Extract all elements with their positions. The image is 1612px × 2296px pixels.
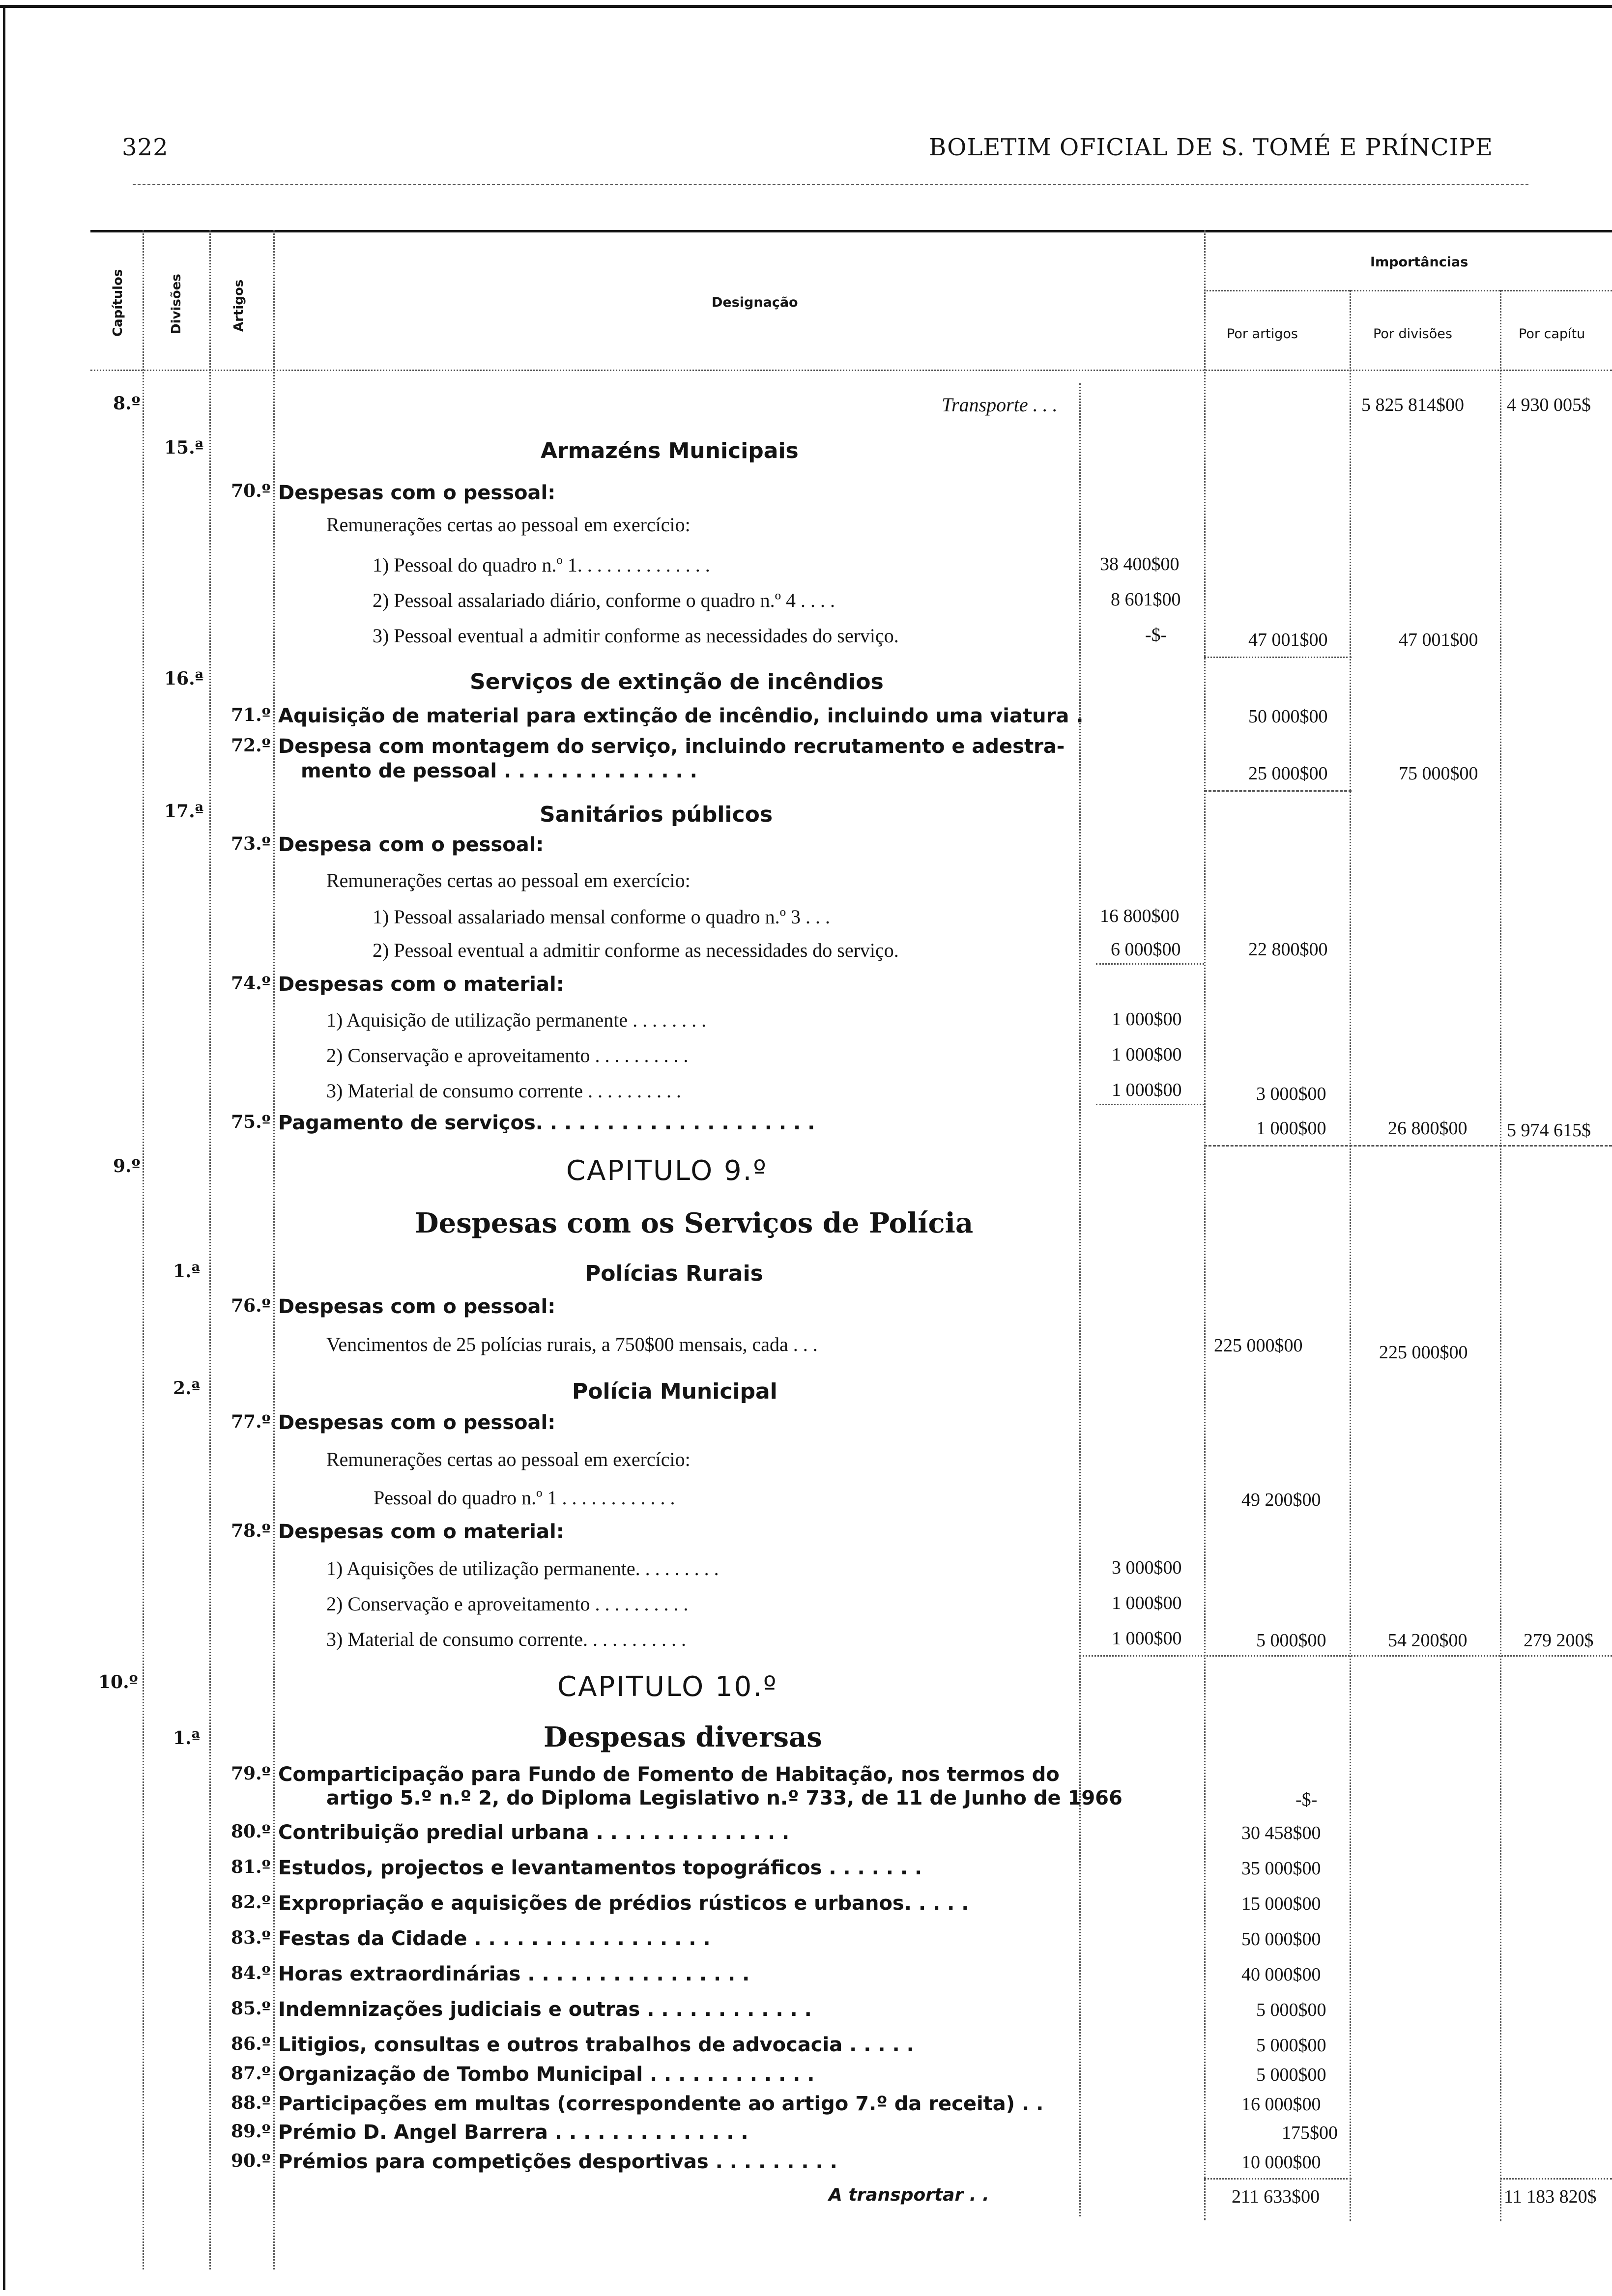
article-text: Organização de Tombo Municipal . . . . . . . . . . . . bbox=[278, 2063, 815, 2086]
article-text: Pagamento de serviços. . . . . . . . . . . . . . . . . . . . bbox=[278, 1112, 815, 1134]
amount-por-artigos: 10 000$00 bbox=[1241, 2152, 1321, 2173]
line-item: 2) Conservação e aproveitamento . . . . . . . . . . bbox=[326, 1044, 689, 1066]
section-heading: Serviços de extinção de incêndios bbox=[470, 669, 884, 694]
amount-por-divisoes: 75 000$00 bbox=[1399, 763, 1478, 784]
page-top-border bbox=[0, 5, 1612, 8]
section-heading: Armazéns Municipais bbox=[541, 438, 799, 463]
division-number: 1.ª bbox=[173, 1261, 201, 1282]
col-por-artigos: Por artigos bbox=[1227, 326, 1298, 342]
amount-por-artigos: 225 000$00 bbox=[1214, 1335, 1303, 1356]
amount-por-artigos: 40 000$00 bbox=[1241, 1964, 1321, 1985]
subtotal-rule bbox=[1204, 1145, 1612, 1147]
amount-por-artigos: 22 800$00 bbox=[1248, 939, 1328, 960]
amount-line: 6 000$00 bbox=[1111, 939, 1181, 960]
chapter-title: CAPITULO 10.º bbox=[557, 1671, 778, 1703]
subtotal-rule bbox=[1204, 2178, 1352, 2180]
amount-por-artigos: 25 000$00 bbox=[1248, 763, 1328, 784]
amount-por-artigos: 15 000$00 bbox=[1241, 1894, 1321, 1914]
col-rule-4 bbox=[1079, 383, 1081, 2216]
col-artigos: Artigos bbox=[231, 279, 246, 332]
line-item: 3) Pessoal eventual a admitir conforme as necessidades do serviço. bbox=[373, 625, 899, 647]
article-number: 78.º bbox=[231, 1521, 271, 1541]
article-number: 79.º bbox=[231, 1763, 271, 1784]
col-divisoes: Divisões bbox=[169, 274, 184, 334]
header-rule bbox=[133, 184, 1528, 185]
col-rule-6 bbox=[1350, 290, 1351, 2221]
division-number: 15.ª bbox=[164, 437, 204, 458]
amount-line: 38 400$00 bbox=[1100, 554, 1180, 574]
amount-line: 1 000$00 bbox=[1112, 1628, 1182, 1649]
amount-por-artigos: 5 000$00 bbox=[1256, 2065, 1326, 2085]
section-heading: Polícias Rurais bbox=[585, 1261, 763, 1286]
page-number: 322 bbox=[122, 134, 169, 161]
amount-por-divisoes: 47 001$00 bbox=[1399, 630, 1478, 650]
col-rule-2 bbox=[209, 230, 211, 2269]
section-heading: Sanitários públicos bbox=[540, 802, 773, 827]
article-text: Prémios para competições desportivas . . . . . . . . . bbox=[278, 2151, 837, 2173]
subtotal-rule bbox=[1500, 2178, 1612, 2180]
article-text: Estudos, projectos e levantamentos topográficos . . . . . . . bbox=[278, 1857, 922, 1879]
chapter-subtitle: Despesas com os Serviços de Polícia bbox=[415, 1207, 974, 1239]
article-text: Despesas com o material: bbox=[278, 1521, 564, 1543]
article-text-cont: artigo 5.º n.º 2, do Diploma Legislativo n.º 733, de 11 de Junho de 1966 bbox=[326, 1787, 1123, 1809]
amount-por-divisoes: 54 200$00 bbox=[1388, 1630, 1468, 1651]
amount-por-artigos: -$- bbox=[1295, 1789, 1318, 1810]
division-number: 2.ª bbox=[173, 1378, 201, 1399]
amount-por-artigos: 211 633$00 bbox=[1232, 2186, 1320, 2207]
article-number: 82.º bbox=[231, 1892, 271, 1913]
amount-por-artigos: 47 001$00 bbox=[1248, 630, 1328, 650]
page-left-border bbox=[3, 5, 5, 2290]
amount-por-artigos: 16 000$00 bbox=[1241, 2094, 1321, 2115]
amount-por-artigos: 35 000$00 bbox=[1241, 1858, 1321, 1879]
amount-por-artigos: 5 000$00 bbox=[1256, 2000, 1326, 2020]
line-item: Pessoal do quadro n.º 1 . . . . . . . . . . . . bbox=[374, 1487, 675, 1509]
article-number: 81.º bbox=[231, 1857, 271, 1877]
article-text: Festas da Cidade . . . . . . . . . . . . . . . . . bbox=[278, 1927, 711, 1950]
article-text: Prémio D. Angel Barrera . . . . . . . . . . . . . . bbox=[278, 2121, 748, 2144]
amount-line: 1 000$00 bbox=[1112, 1080, 1182, 1100]
col-rule-7 bbox=[1500, 290, 1501, 2221]
chapter-number: 10.º bbox=[98, 1672, 138, 1693]
article-text: Indemnizações judiciais e outras . . . . . . . . . . . . bbox=[278, 1998, 812, 2021]
section-heading: Polícia Municipal bbox=[572, 1379, 777, 1404]
article-text-cont: mento de pessoal . . . . . . . . . . . . . . bbox=[301, 760, 697, 782]
chapter-number: 9.º bbox=[113, 1156, 141, 1177]
article-number: 72.º bbox=[231, 735, 271, 756]
amount-por-artigos: 5 000$00 bbox=[1256, 2035, 1326, 2056]
article-text: Despesas com o pessoal: bbox=[278, 1295, 556, 1318]
article-number: 80.º bbox=[231, 1821, 271, 1842]
line-item: 2) Conservação e aproveitamento . . . . . . . . . . bbox=[326, 1593, 689, 1615]
journal-title: BOLETIM OFICIAL DE S. TOMÉ E PRÍNCIPE bbox=[929, 134, 1493, 161]
amount-por-divisoes: 26 800$00 bbox=[1388, 1118, 1468, 1139]
amount-por-capitulos: 279 200$ bbox=[1524, 1630, 1594, 1651]
article-text: Comparticipação para Fundo de Fomento de Habitação, nos termos do bbox=[278, 1763, 1060, 1786]
col-importancias: Importâncias bbox=[1370, 255, 1468, 270]
subtotal-rule bbox=[1204, 790, 1352, 792]
amount-por-artigos: 3 000$00 bbox=[1256, 1084, 1326, 1104]
article-text: Despesa com montagem do serviço, incluindo recrutamento e adestra- bbox=[278, 735, 1065, 758]
line-item: 1) Pessoal assalariado mensal conforme o quadro n.º 3 . . . bbox=[373, 906, 831, 928]
amount-por-capitulos: 11 183 820$ bbox=[1504, 2186, 1597, 2207]
article-text: Despesas com o pessoal: bbox=[278, 1411, 556, 1434]
line-item: 2) Pessoal eventual a admitir conforme as necessidades do serviço. bbox=[373, 939, 899, 961]
amount-line: 1 000$00 bbox=[1112, 1593, 1182, 1613]
subtotal-rule bbox=[1079, 1655, 1612, 1657]
article-number: 73.º bbox=[231, 833, 271, 854]
division-number: 16.ª bbox=[164, 668, 204, 689]
article-text: Participações em multas (correspondente ao artigo 7.º da receita) . . bbox=[278, 2093, 1044, 2115]
amount-por-artigos: 50 000$00 bbox=[1248, 706, 1328, 727]
article-number: 70.º bbox=[231, 481, 271, 501]
article-text: Despesa com o pessoal: bbox=[278, 833, 544, 856]
article-number: 77.º bbox=[231, 1411, 271, 1432]
importancias-rule bbox=[1204, 290, 1612, 291]
col-rule-1 bbox=[143, 230, 144, 2269]
article-subtext: Remunerações certas ao pessoal em exercício: bbox=[326, 1448, 691, 1470]
article-text: Despesas com o pessoal: bbox=[278, 482, 556, 504]
line-item: 1) Aquisições de utilização permanente. . . . . . . . . bbox=[326, 1557, 719, 1579]
division-number: 17.ª bbox=[164, 801, 204, 822]
article-number: 75.º bbox=[231, 1112, 271, 1132]
amount-por-artigos: 49 200$00 bbox=[1241, 1490, 1321, 1510]
amount-por-divisoes: 225 000$00 bbox=[1379, 1342, 1468, 1363]
article-text: Aquisição de material para extinção de incêndio, incluindo uma viatura . bbox=[278, 705, 1084, 727]
line-item: 3) Material de consumo corrente. . . . . . . . . . . bbox=[326, 1628, 687, 1650]
table-top-rule bbox=[90, 230, 1612, 232]
article-number: 84.º bbox=[231, 1963, 271, 1983]
amount-line: 1 000$00 bbox=[1112, 1009, 1182, 1030]
line-item: 2) Pessoal assalariado diário, conforme o quadro n.º 4 . . . . bbox=[373, 589, 835, 611]
table-head-bottom-rule bbox=[90, 370, 1612, 371]
article-text: Litigios, consultas e outros trabalhos de advocacia . . . . . bbox=[278, 2034, 914, 2056]
col-por-divisoes: Por divisões bbox=[1373, 326, 1452, 342]
chapter-title: CAPITULO 9.º bbox=[566, 1155, 768, 1187]
article-number: 90.º bbox=[231, 2151, 271, 2171]
col-designacao: Designação bbox=[712, 295, 798, 310]
article-number: 87.º bbox=[231, 2063, 271, 2084]
chapter-number: 8.º bbox=[113, 393, 141, 414]
col-rule-5 bbox=[1204, 230, 1206, 2220]
amount-por-capitulos: 4 930 005$ bbox=[1507, 395, 1591, 415]
article-text: Contribuição predial urbana . . . . . . . . . . . . . . bbox=[278, 1821, 790, 1844]
subtotal-rule bbox=[1204, 657, 1352, 658]
line-item: 1) Aquisição de utilização permanente . . . . . . . . bbox=[326, 1009, 707, 1031]
transporte-label: Transporte . . . bbox=[942, 394, 1058, 416]
amount-por-artigos: 5 000$00 bbox=[1256, 1630, 1326, 1651]
amount-por-artigos: 30 458$00 bbox=[1241, 1823, 1321, 1843]
amount-por-capitulos: 5 974 615$ bbox=[1507, 1120, 1591, 1141]
division-number: 1.ª bbox=[173, 1728, 201, 1749]
article-number: 83.º bbox=[231, 1927, 271, 1948]
amount-line: 3 000$00 bbox=[1112, 1557, 1182, 1578]
article-text: Despesas com o material: bbox=[278, 973, 564, 996]
col-por-capitulos: Por capítu bbox=[1519, 326, 1585, 342]
amount-line: 1 000$00 bbox=[1112, 1044, 1182, 1065]
article-number: 86.º bbox=[231, 2034, 271, 2054]
line-item: Vencimentos de 25 polícias rurais, a 750$00 mensais, cada . . . bbox=[326, 1333, 818, 1355]
a-transportar-label: A transportar . . bbox=[829, 2185, 989, 2205]
line-item: 1) Pessoal do quadro n.º 1. . . . . . . . . . . . . . bbox=[373, 554, 710, 576]
chapter-subtitle: Despesas diversas bbox=[544, 1721, 822, 1753]
amount-rule bbox=[1096, 963, 1204, 965]
amount-por-artigos: 1 000$00 bbox=[1256, 1118, 1326, 1139]
article-number: 71.º bbox=[231, 705, 271, 725]
article-number: 88.º bbox=[231, 2093, 271, 2113]
col-rule-3 bbox=[273, 230, 275, 2269]
amount-line: -$- bbox=[1145, 625, 1167, 645]
amount-por-artigos: 50 000$00 bbox=[1241, 1929, 1321, 1950]
article-number: 76.º bbox=[231, 1295, 271, 1316]
amount-line: 8 601$00 bbox=[1111, 589, 1181, 610]
article-text: Expropriação e aquisições de prédios rústicos e urbanos. . . . . bbox=[278, 1892, 969, 1915]
amount-por-divisoes: 5 825 814$00 bbox=[1361, 395, 1464, 415]
article-subtext: Remunerações certas ao pessoal em exercício: bbox=[326, 869, 691, 891]
amount-por-artigos: 175$00 bbox=[1282, 2123, 1338, 2143]
amount-line: 16 800$00 bbox=[1100, 906, 1180, 926]
article-number: 74.º bbox=[231, 973, 271, 994]
article-number: 85.º bbox=[231, 1998, 271, 2019]
amount-rule bbox=[1096, 1104, 1204, 1105]
article-number: 89.º bbox=[231, 2121, 271, 2142]
article-subtext: Remunerações certas ao pessoal em exercício: bbox=[326, 514, 691, 536]
line-item: 3) Material de consumo corrente . . . . . . . . . . bbox=[326, 1080, 682, 1102]
article-text: Horas extraordinárias . . . . . . . . . . . . . . . . bbox=[278, 1963, 750, 1985]
col-capitulos: Capítulos bbox=[111, 269, 125, 337]
